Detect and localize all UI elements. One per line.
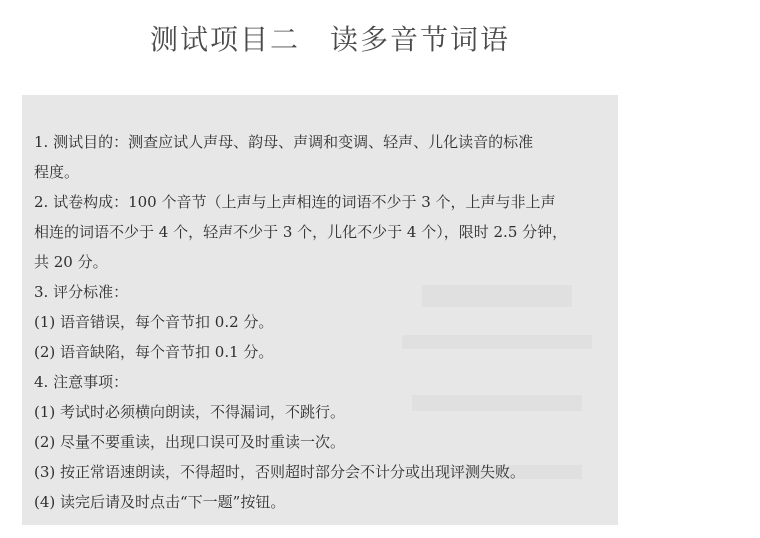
text-line: (4) 读完后请及时点击“下一题”按钮。	[34, 493, 286, 511]
text-line: 程度。	[34, 163, 80, 181]
text-line: (1) 考试时必须横向朗读，不得漏词，不跳行。	[34, 403, 346, 421]
text-line: (3) 按正常语速朗读，不得超时，否则超时部分会不计分或出现评测失败。	[34, 463, 526, 481]
text-line: (1) 语音错误，每个音节扣 0.2 分。	[34, 313, 274, 331]
text-line: 2. 试卷构成：100 个音节（上声与上声相连的词语不少于 3 个，上声与非上声	[34, 193, 556, 211]
text-line: 4. 注意事项：	[34, 373, 129, 391]
text-line: (2) 尽量不要重读，出现口误可及时重读一次。	[34, 433, 346, 451]
text-line: (2) 语音缺陷，每个音节扣 0.1 分。	[34, 343, 274, 361]
page-title: 测试项目二 读多音节词语	[149, 23, 510, 56]
text-line: 相连的词语不少于 4 个，轻声不少于 3 个，儿化不少于 4 个），限时 2.5 分钟，	[34, 223, 568, 241]
text-line: 共 20 分。	[34, 253, 108, 271]
instructions-panel	[22, 95, 618, 525]
text-line: 1. 测试目的：测查应试人声母、韵母、声调和变调、轻声、儿化读音的标准	[34, 133, 534, 151]
text-line: 3. 评分标准：	[34, 283, 129, 301]
